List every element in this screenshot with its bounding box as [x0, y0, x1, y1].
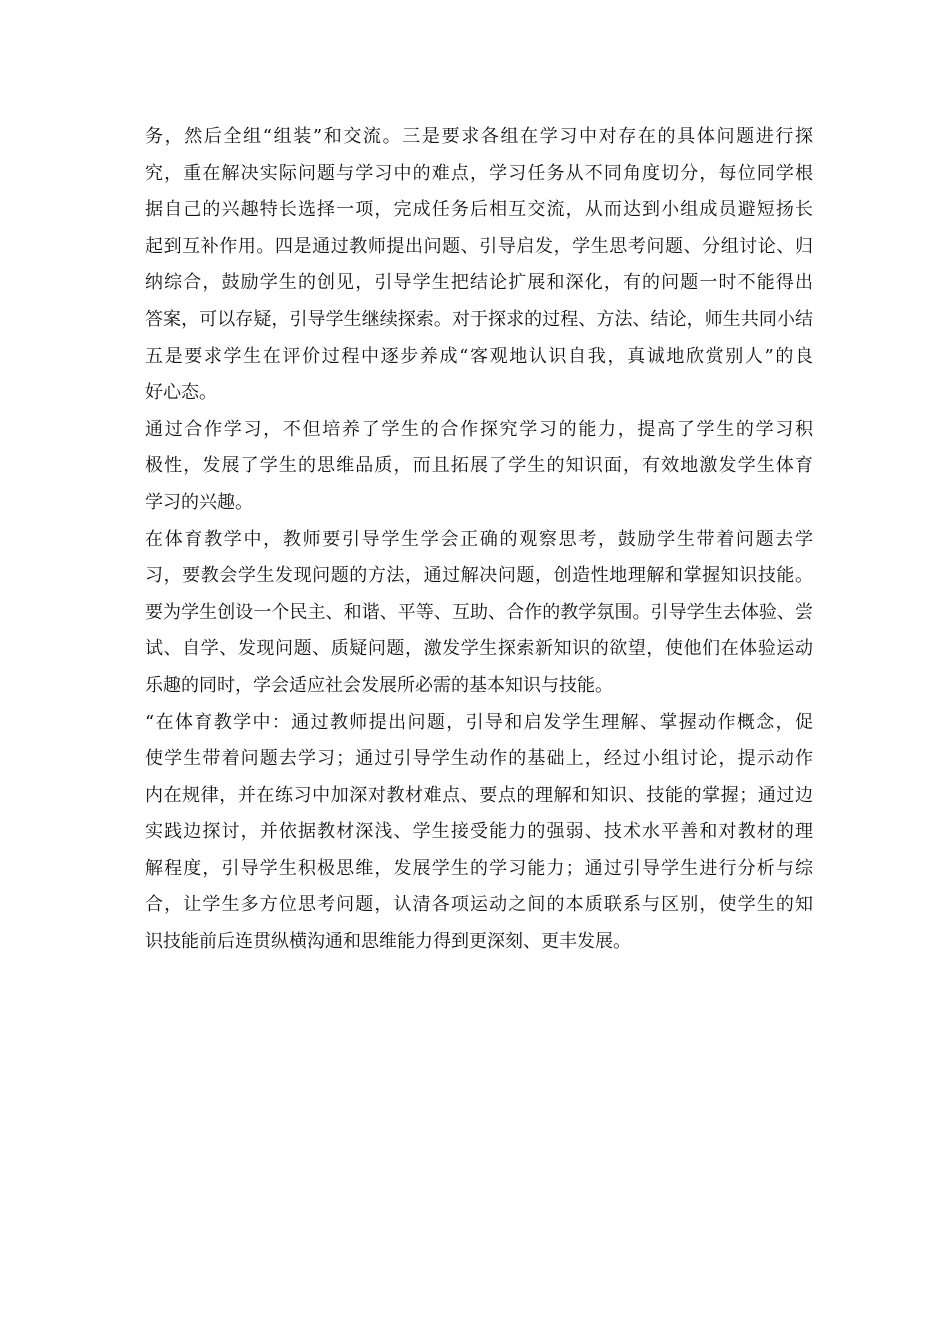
text-line: 内在规律，并在练习中加深对教材难点、要点的理解和知识、技能的掌握；通过边 [145, 784, 813, 806]
paragraph [145, 119, 813, 412]
text-line: 起到互补作用。四是通过教师提出问题、引导启发，学生思考问题、分组讨论、归 [145, 235, 813, 257]
text-line: 习，要教会学生发现问题的方法，通过解决问题，创造性地理解和掌握知识技能。 [145, 565, 813, 587]
text-line: 识技能前后连贯纵横沟通和思维能力得到更深刻、更丰发展。 [145, 931, 631, 953]
text-line: 极性，发展了学生的思维品质，而且拓展了学生的知识面，有效地激发学生体育 [145, 455, 813, 477]
text-line: 纳综合，鼓励学生的创见，引导学生把结论扩展和深化，有的问题一时不能得出 [145, 272, 813, 294]
text-line: 使学生带着问题去学习；通过引导学生动作的基础上，经过小组讨论，提示动作 [145, 748, 813, 770]
text-line: 据自己的兴趣特长选择一项，完成任务后相互交流，从而达到小组成员避短扬长 [145, 199, 813, 221]
text-line: 实践边探讨，并依据教材深浅、学生接受能力的强弱、技术水平善和对教材的理 [145, 821, 813, 843]
text-line: 在体育教学中，教师要引导学生学会正确的观察思考，鼓励学生带着问题去学 [145, 528, 813, 550]
text-line: 学习的兴趣。 [145, 491, 253, 513]
text-line: 解程度，引导学生积极思维，发展学生的学习能力；通过引导学生进行分析与综 [145, 857, 813, 879]
paragraph [145, 522, 813, 705]
paragraph [145, 412, 813, 522]
text-line: 五是要求学生在评价过程中逐步养成“客观地认识自我，真诚地欣赏别人”的良 [145, 345, 813, 367]
document-body [145, 119, 813, 961]
text-line: 究，重在解决实际问题与学习中的难点，学习任务从不同角度切分，每位同学根 [145, 162, 813, 184]
text-line: “在体育教学中：通过教师提出问题，引导和启发学生理解、掌握动作概念，促 [145, 711, 813, 733]
text-line: 通过合作学习，不但培养了学生的合作探究学习的能力，提高了学生的学习积 [145, 418, 813, 440]
text-line: 乐趣的同时，学会适应社会发展所必需的基本知识与技能。 [145, 674, 613, 696]
text-line: 合，让学生多方位思考问题，认清各项运动之间的本质联系与区别，使学生的知 [145, 894, 813, 916]
text-line: 试、自学、发现问题、质疑问题，激发学生探索新知识的欲望，使他们在体验运动 [145, 638, 813, 660]
text-line: 好心态。 [145, 382, 217, 404]
text-line: 要为学生创设一个民主、和谐、平等、互助、合作的教学氛围。引导学生去体验、尝 [145, 601, 813, 623]
paragraph [145, 705, 813, 961]
text-line: 务，然后全组“组装”和交流。三是要求各组在学习中对存在的具体问题进行探 [145, 126, 813, 147]
text-line: 答案，可以存疑，引导学生继续探索。对于探求的过程、方法、结论，师生共同小结 [145, 308, 813, 330]
